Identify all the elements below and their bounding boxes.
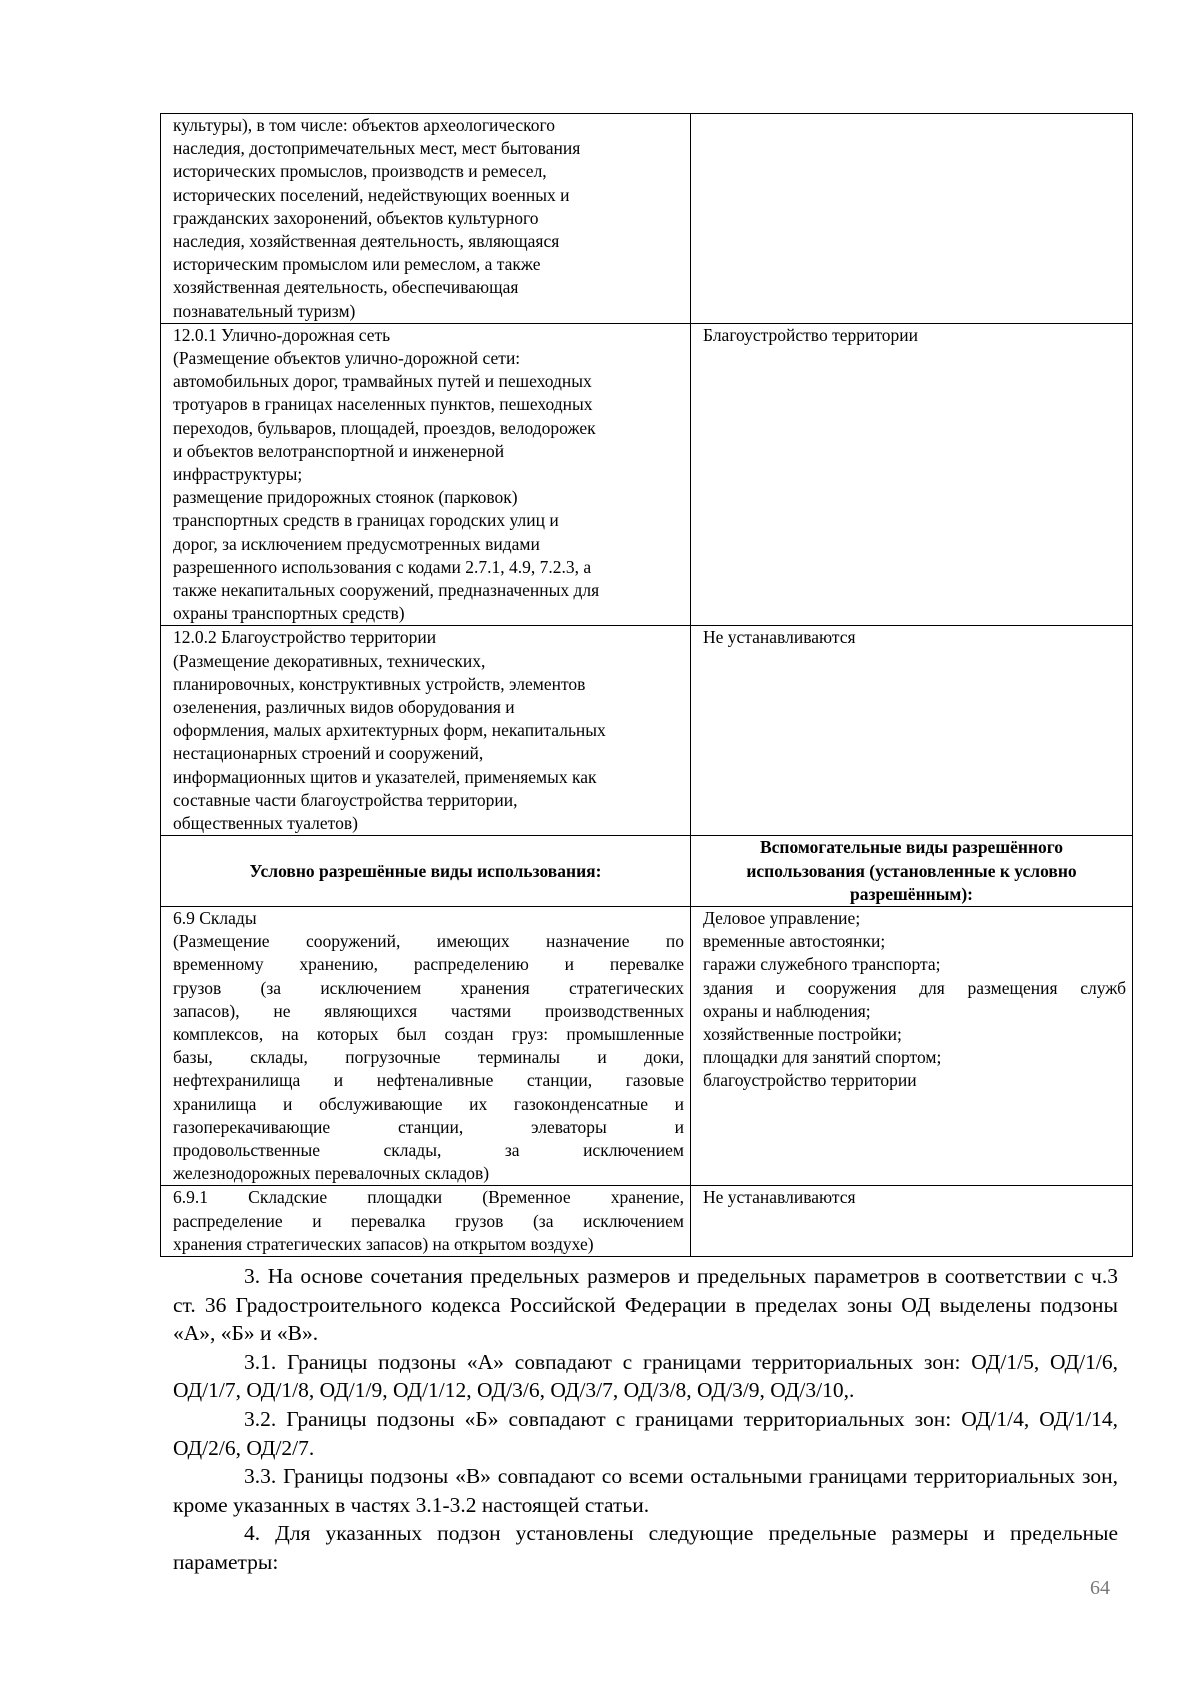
table-header-row — [161, 836, 1133, 907]
cell-landscaping-right — [691, 626, 1133, 836]
cell-line: озеленения, различных видов оборудования и — [173, 697, 515, 718]
cell-line: наследия, достопримечательных мест, мест бытования — [173, 138, 581, 159]
cell-line: составные части благоустройства территории, — [173, 789, 518, 810]
cell-line: базы, склады, погрузочные терминалы и доки, — [173, 1047, 684, 1068]
cell-line: Благоустройство территории — [703, 324, 918, 345]
cell-line: нефтехранилища и нефтеналивные станции, газовые — [173, 1070, 684, 1091]
paragraph-4: 4. Для указанных подзон установлены следующие предельные размеры и предельные параметры: — [173, 1521, 1118, 1574]
cell-culture-right — [691, 114, 1133, 324]
cell-line: разрешенного использования с кодами 2.7.1, 4.9, 7.2.3, а — [173, 556, 592, 577]
cell-line: также некапитальных сооружений, предназначенных для — [173, 580, 600, 601]
cell-line: автомобильных дорог, трамвайных путей и пешеходных — [173, 371, 592, 392]
cell-line: 12.0.2 Благоустройство территории — [173, 627, 437, 648]
cell-line: (Размещение объектов улично-дорожной сети: — [173, 348, 521, 369]
cell-line: продовольственные склады, за исключением — [173, 1139, 684, 1160]
cell-line: здания и сооружения для размещения служб — [703, 977, 1126, 998]
cell-line: временные автостоянки; — [703, 931, 886, 952]
cell-line: (Размещение декоративных, технических, — [173, 650, 486, 671]
table-row — [161, 1186, 1133, 1257]
cell-line: комплексов, на которых был создан груз: промышленные — [173, 1023, 684, 1044]
cell-line: планировочных, конструктивных устройств, элементов — [173, 673, 586, 694]
cell-line: дорог, за исключением предусмотренных видами — [173, 533, 540, 554]
cell-line: хранения стратегических запасов) на открытом воздухе) — [173, 1233, 594, 1254]
cell-line: гаражи служебного транспорта; — [703, 954, 941, 975]
cell-line: запасов), не являющихся частями производственных — [173, 1000, 684, 1021]
cell-line: газоперекачивающие станции, элеваторы и — [173, 1116, 684, 1137]
cell-line: нестационарных строений и сооружений, — [173, 743, 484, 764]
header-text: Условно разрешённые виды использования: — [249, 860, 602, 881]
header-text: разрешённым): — [850, 883, 973, 904]
cell-line: историческим промыслом или ремеслом, а также — [173, 254, 541, 275]
cell-line: исторических поселений, недействующих военных и — [173, 184, 570, 205]
cell-line: временному хранению, распределению и перевалке — [173, 954, 684, 975]
header-text: использования (установленные к условно — [746, 860, 1077, 881]
cell-line: тротуаров в границах населенных пунктов, пешеходных — [173, 394, 593, 415]
cell-line: Не устанавливаются — [703, 1187, 856, 1208]
paragraph-3-1: 3.1. Границы подзоны «А» совпадают с границами территориальных зон: ОД/1/5, ОД/1/6, ОД/1/7, ОД/1/8, ОД/1/9, ОД/1/12, ОД/3/6, ОД/3/7, ОД/3/8, ОД/3/9, ОД/3/10,. — [173, 1349, 1118, 1403]
cell-line: железнодорожных перевалочных складов) — [173, 1163, 490, 1184]
cell-line: исторических промыслов, производств и ремесел, — [173, 161, 547, 182]
cell-line: 6.9 Склады — [173, 907, 257, 928]
cell-line: благоустройство территории — [703, 1070, 917, 1091]
cell-culture-left — [161, 114, 691, 324]
cell-line: наследия, хозяйственная деятельность, являющаяся — [173, 231, 560, 252]
cell-line: распределение и перевалка грузов (за исключением — [173, 1210, 684, 1231]
cell-line: площадки для занятий спортом; — [703, 1047, 942, 1068]
cell-line: хранилища и обслуживающие их газоконденсатные и — [173, 1093, 684, 1114]
page-number: 64 — [1090, 1577, 1110, 1599]
cell-line: гражданских захоронений, объектов культурного — [173, 207, 539, 228]
cell-warehouses-right — [691, 906, 1133, 1185]
cell-storage-sites-left — [161, 1186, 691, 1257]
cell-street-left — [161, 323, 691, 626]
cell-line: познавательный туризм) — [173, 300, 356, 321]
table-row — [161, 626, 1133, 836]
cell-line: переходов, бульваров, площадей, проездов, велодорожек — [173, 417, 596, 438]
cell-storage-sites-right — [691, 1186, 1133, 1257]
table-row — [161, 323, 1133, 626]
cell-warehouses-left — [161, 906, 691, 1185]
cell-line: инфраструктуры; — [173, 464, 303, 485]
table-row — [161, 906, 1133, 1185]
cell-line: Не устанавливаются — [703, 627, 856, 648]
table-row — [161, 114, 1133, 324]
cell-line: грузов (за исключением хранения стратегических — [173, 977, 684, 998]
cell-line: информационных щитов и указателей, применяемых как — [173, 766, 597, 787]
cell-landscaping-left — [161, 626, 691, 836]
cell-line: охраны и наблюдения; — [703, 1000, 871, 1021]
header-conditional-uses — [161, 836, 691, 907]
cell-line: (Размещение сооружений, имеющих назначение по — [173, 931, 684, 952]
cell-line: хозяйственные постройки; — [703, 1023, 902, 1044]
header-auxiliary-uses — [691, 836, 1133, 907]
paragraph-3-2: 3.2. Границы подзоны «Б» совпадают с границами территориальных зон: ОД/1/4, ОД/1/14, ОД/2/6, ОД/2/7. — [173, 1406, 1118, 1460]
paragraph-3-3: 3.3. Границы подзоны «В» совпадают со всеми остальными границами территориальных зон, кроме указанных в частях 3.1-3.2 настоящей статьи. — [173, 1464, 1118, 1517]
land-use-table — [160, 113, 1133, 1257]
cell-line: размещение придорожных стоянок (парковок) — [173, 487, 518, 508]
cell-line: культуры), в том числе: объектов археологического — [173, 115, 556, 135]
cell-street-right — [691, 323, 1133, 626]
cell-line: 6.9.1 Складские площадки (Временное хранение, — [173, 1187, 684, 1208]
cell-line: Деловое управление; — [703, 907, 861, 928]
paragraph-3: 3. На основе сочетания предельных размеров и предельных параметров в соответствии с ч.3 ст. 36 Градостроительного кодекса Российской Федерации в пределах зоны ОД выделены подзоны «А», «Б» и «В». — [173, 1264, 1118, 1346]
header-text: Вспомогательные виды разрешённого — [759, 837, 1064, 858]
cell-line: и объектов велотранспортной и инженерной — [173, 440, 505, 461]
body-text — [173, 1262, 1118, 1577]
cell-line: транспортных средств в границах городских улиц и — [173, 510, 559, 531]
cell-line: охраны транспортных средств) — [173, 603, 405, 624]
cell-line: 12.0.1 Улично-дорожная сеть — [173, 324, 391, 345]
cell-line: хозяйственная деятельность, обеспечивающая — [173, 277, 519, 298]
cell-line: общественных туалетов) — [173, 813, 358, 834]
cell-line: оформления, малых архитектурных форм, некапитальных — [173, 720, 606, 741]
